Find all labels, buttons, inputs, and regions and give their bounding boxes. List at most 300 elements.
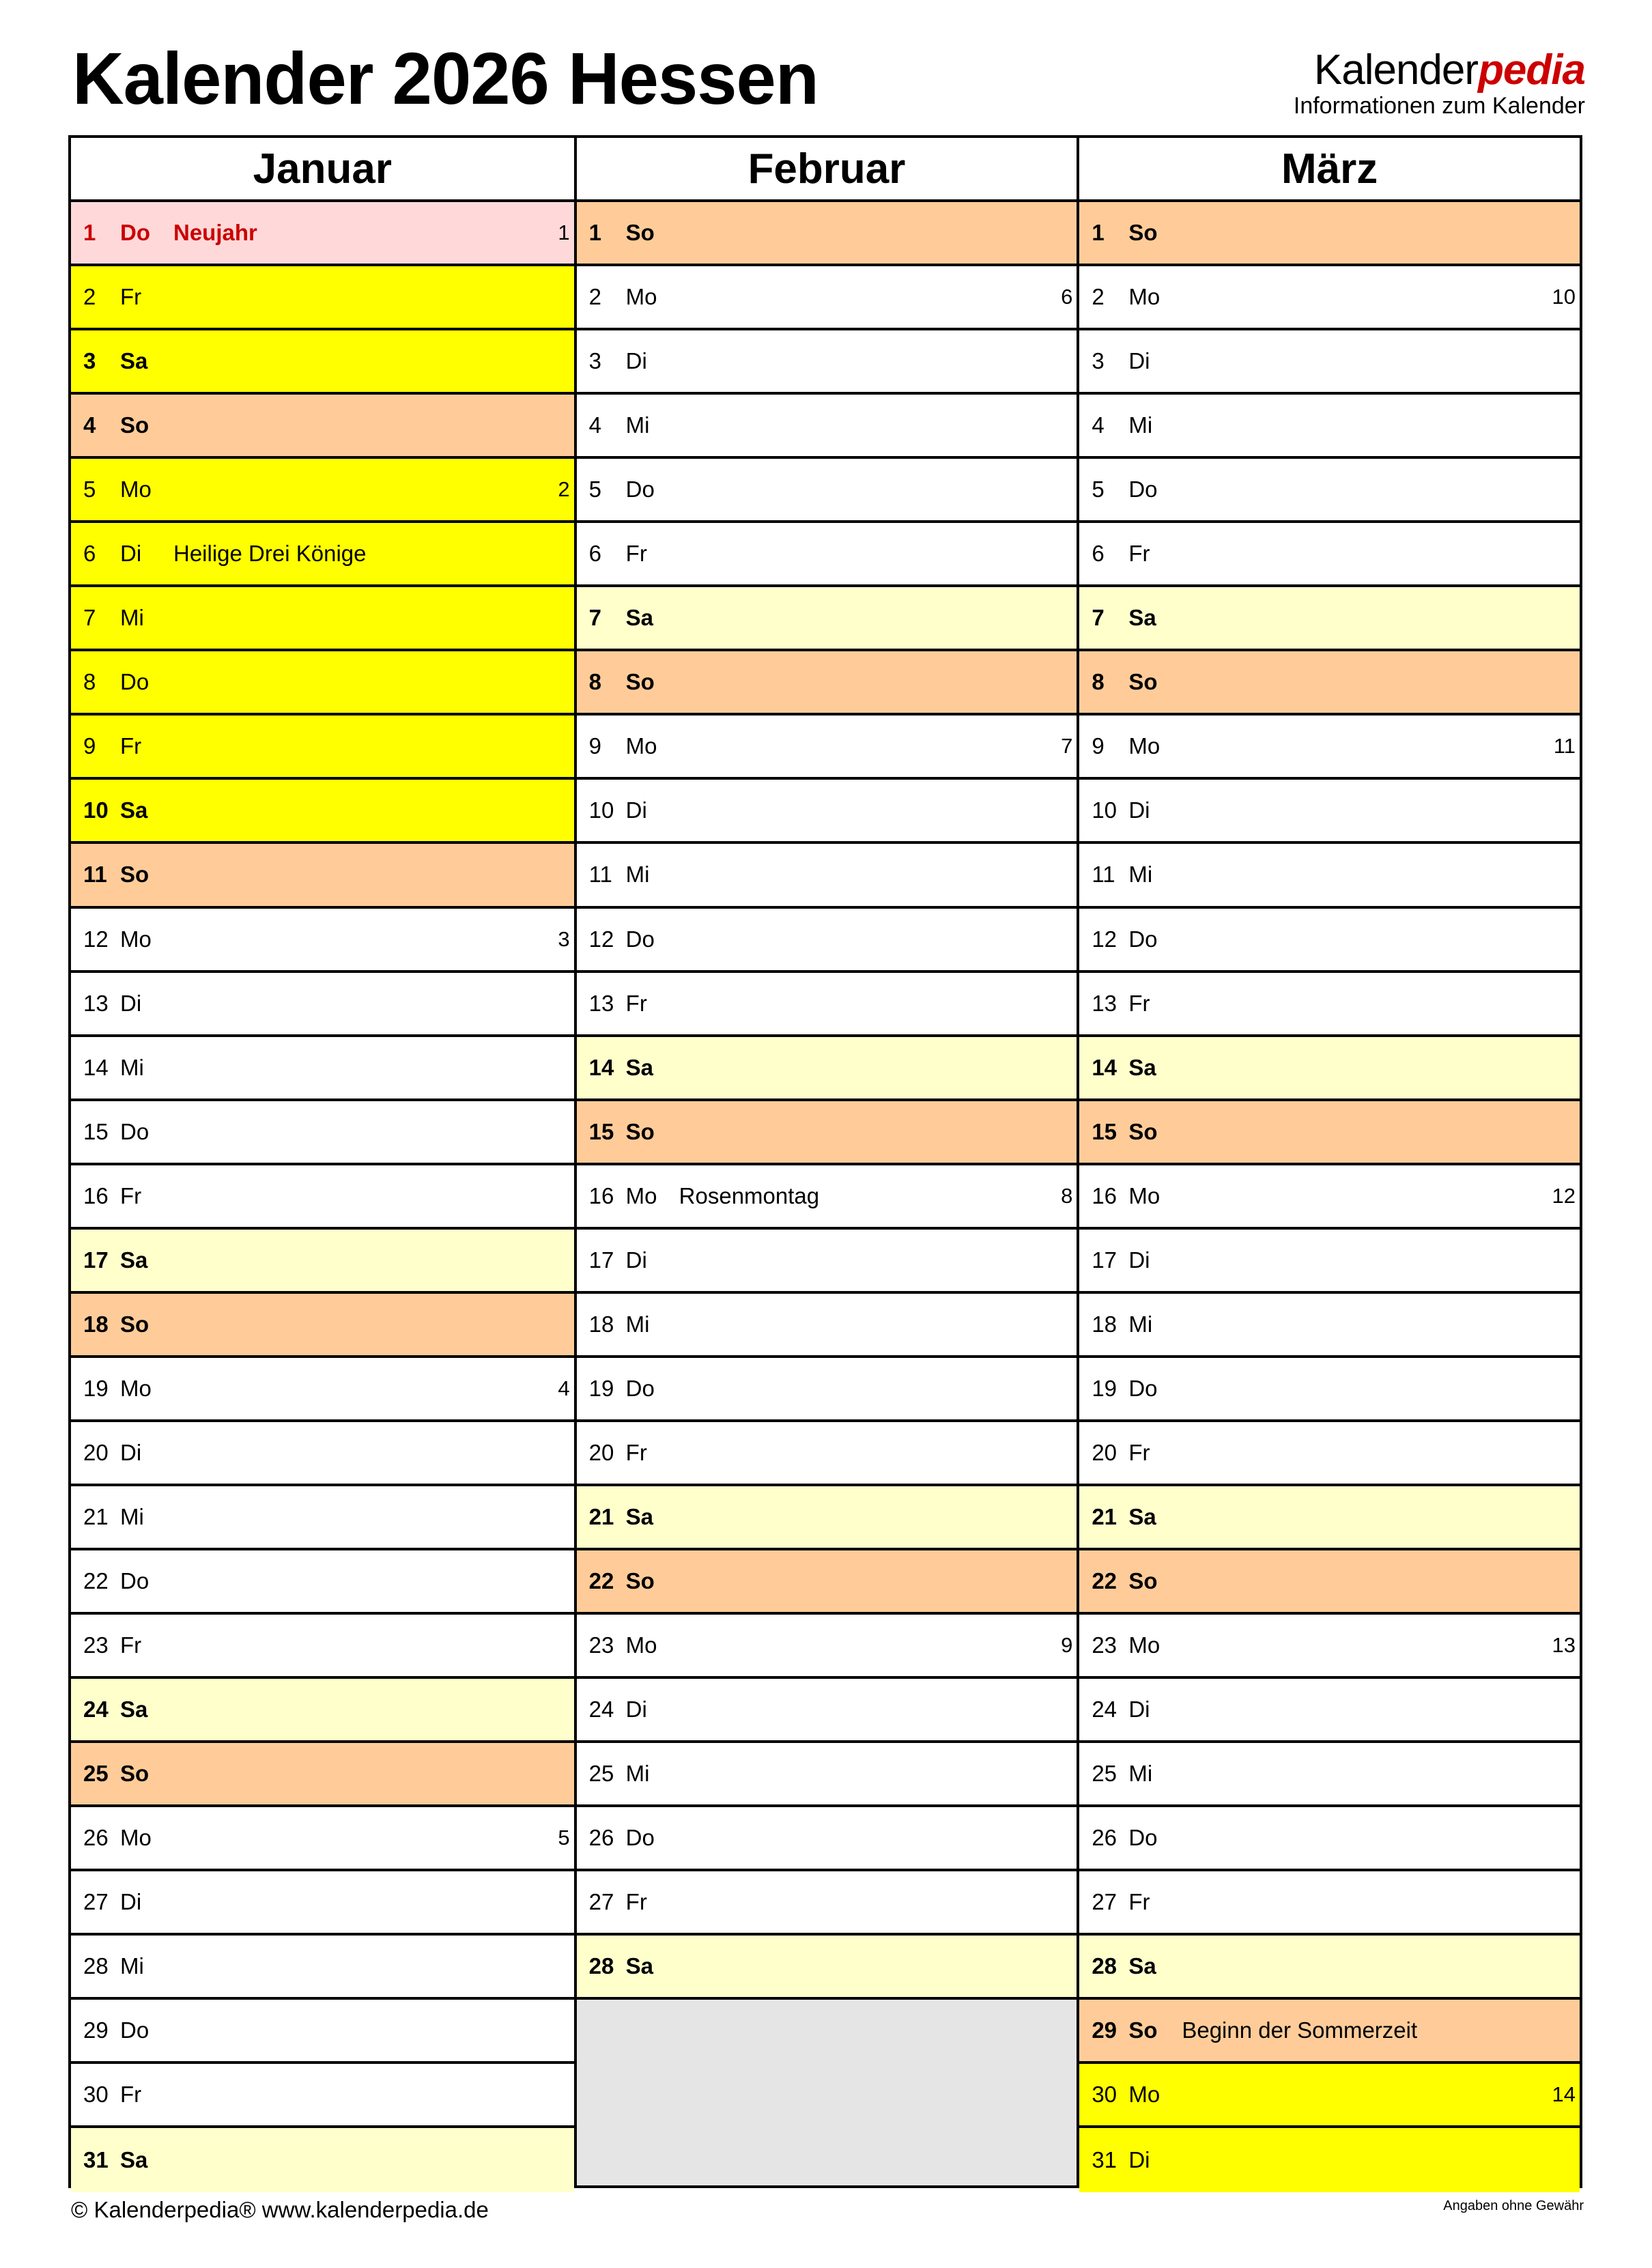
weekday-abbr: Fr <box>1128 990 1150 1016</box>
weekday-abbr: So <box>1128 1568 1158 1593</box>
day-number: 24 <box>588 1697 614 1723</box>
day-number: 14 <box>1092 1054 1117 1080</box>
week-number: 12 <box>1552 1183 1576 1208</box>
day-row[interactable] <box>71 202 574 266</box>
weekday-abbr: Mo <box>1128 1632 1160 1658</box>
day-row[interactable] <box>71 973 574 1037</box>
day-row[interactable] <box>1079 715 1580 780</box>
kalenderpedia-logo[interactable] <box>1294 48 1585 119</box>
weekday-abbr: Sa <box>120 797 148 823</box>
day-row[interactable] <box>71 1936 574 2000</box>
day-row[interactable] <box>1079 1679 1580 1743</box>
day-row[interactable] <box>577 1679 1077 1743</box>
day-row[interactable] <box>577 1101 1077 1165</box>
weekday-abbr: Mo <box>625 284 657 310</box>
day-row[interactable] <box>71 1550 574 1615</box>
weekday-abbr: Sa <box>1128 1503 1156 1529</box>
weekday-abbr: Di <box>120 1439 142 1465</box>
month-column-maerz <box>1077 138 1580 2185</box>
week-number: 14 <box>1552 2082 1576 2107</box>
day-number: 3 <box>588 348 602 374</box>
weekday-abbr: So <box>120 862 149 888</box>
day-row[interactable] <box>577 909 1077 973</box>
day-row[interactable] <box>1079 1165 1580 1230</box>
day-row[interactable] <box>71 1037 574 1101</box>
day-number: 30 <box>1092 2082 1117 2108</box>
day-row[interactable] <box>1079 1871 1580 1936</box>
day-row[interactable] <box>71 1230 574 1294</box>
footer-copyright: © Kalenderpedia® www.kalenderpedia.de <box>71 2197 489 2222</box>
day-number: 15 <box>1092 1118 1117 1144</box>
day-number: 19 <box>1092 1375 1117 1401</box>
month-header: Januar <box>71 138 574 202</box>
day-number: 5 <box>588 477 602 502</box>
weekday-abbr: Fr <box>1128 1889 1150 1915</box>
day-row[interactable] <box>577 1165 1077 1230</box>
day-number: 2 <box>83 284 96 310</box>
month-header: Februar <box>577 138 1077 202</box>
day-row[interactable] <box>577 1294 1077 1358</box>
day-number: 6 <box>588 541 602 567</box>
weekday-abbr: Mi <box>625 412 650 438</box>
day-row[interactable] <box>577 651 1077 715</box>
day-number: 20 <box>83 1439 109 1465</box>
month-column-februar <box>574 138 1077 2185</box>
day-row[interactable] <box>1079 395 1580 459</box>
weekday-abbr: Fr <box>120 1632 142 1658</box>
day-row[interactable] <box>1079 459 1580 523</box>
day-number: 25 <box>1092 1761 1117 1787</box>
day-row[interactable] <box>577 1807 1077 1871</box>
day-row[interactable] <box>577 587 1077 651</box>
day-number: 23 <box>1092 1632 1117 1658</box>
day-number: 5 <box>83 477 96 502</box>
day-row[interactable] <box>1079 1230 1580 1294</box>
day-number: 16 <box>588 1182 614 1208</box>
week-number: 1 <box>558 221 570 245</box>
weekday-abbr: Di <box>1128 2147 1150 2173</box>
day-number: 22 <box>588 1568 614 1593</box>
weekday-abbr: Mo <box>120 1375 152 1401</box>
logo-wordmark <box>1294 48 1585 93</box>
day-number: 31 <box>1092 2147 1117 2173</box>
weekday-abbr: Di <box>625 1247 647 1273</box>
logo-main-text: Kalender <box>1313 46 1479 94</box>
day-number: 17 <box>588 1247 614 1273</box>
day-number: 13 <box>588 990 614 1016</box>
day-number: 10 <box>588 797 614 823</box>
day-number: 4 <box>83 412 96 438</box>
day-row[interactable] <box>71 2128 574 2192</box>
calendar-grid <box>68 135 1582 2188</box>
day-row[interactable] <box>1079 780 1580 844</box>
day-row[interactable] <box>577 844 1077 908</box>
day-row[interactable] <box>1079 2064 1580 2128</box>
day-row[interactable] <box>71 1422 574 1486</box>
weekday-abbr: Sa <box>1128 1953 1156 1979</box>
day-row[interactable] <box>71 395 574 459</box>
day-row[interactable] <box>71 1165 574 1230</box>
weekday-abbr: Do <box>120 1568 149 1593</box>
weekday-abbr: Fr <box>625 541 647 567</box>
day-number: 3 <box>83 348 96 374</box>
day-number: 2 <box>1092 284 1105 310</box>
day-number: 18 <box>1092 1311 1117 1337</box>
day-row[interactable] <box>71 1615 574 1679</box>
weekday-abbr: Do <box>1128 1825 1158 1851</box>
day-row[interactable] <box>1079 2000 1580 2064</box>
day-row[interactable] <box>577 459 1077 523</box>
weekday-abbr: Di <box>120 990 142 1016</box>
weekday-abbr: Di <box>625 348 647 374</box>
weekday-abbr: Do <box>120 220 150 246</box>
weekday-abbr: Do <box>625 1825 655 1851</box>
day-row[interactable] <box>577 1871 1077 1936</box>
weekday-abbr: Sa <box>120 348 148 374</box>
day-row[interactable] <box>71 1486 574 1550</box>
day-row[interactable] <box>577 523 1077 587</box>
day-number: 17 <box>83 1247 109 1273</box>
weekday-abbr: So <box>120 1311 149 1337</box>
day-row[interactable] <box>577 1743 1077 1807</box>
day-number: 19 <box>588 1375 614 1401</box>
day-row[interactable] <box>577 1615 1077 1679</box>
day-number: 24 <box>1092 1697 1117 1723</box>
weekday-abbr: Mi <box>625 1761 650 1787</box>
day-row[interactable] <box>71 523 574 587</box>
day-number: 1 <box>588 220 602 246</box>
day-number: 3 <box>1092 348 1105 374</box>
weekday-abbr: Fr <box>120 1182 142 1208</box>
day-row[interactable] <box>1079 1358 1580 1422</box>
day-number: 2 <box>588 284 602 310</box>
day-number: 5 <box>1092 477 1105 502</box>
day-number: 18 <box>83 1311 109 1337</box>
day-number: 13 <box>1092 990 1117 1016</box>
day-number: 21 <box>1092 1503 1117 1529</box>
day-row[interactable] <box>1079 587 1580 651</box>
day-row[interactable] <box>71 2064 574 2128</box>
day-number: 11 <box>1092 862 1115 888</box>
day-number: 19 <box>83 1375 109 1401</box>
day-row[interactable] <box>577 1230 1077 1294</box>
weekday-abbr: So <box>625 1118 655 1144</box>
day-number: 27 <box>83 1889 109 1915</box>
weekday-abbr: Do <box>625 477 655 502</box>
weekday-abbr: So <box>120 412 149 438</box>
weekday-abbr: Sa <box>625 605 654 631</box>
weekday-abbr: Di <box>625 797 647 823</box>
weekday-abbr: Mo <box>625 1632 657 1658</box>
day-row[interactable] <box>577 202 1077 266</box>
weekday-abbr: Fr <box>625 1439 647 1465</box>
weekday-abbr: Mi <box>625 862 650 888</box>
weekday-abbr: Mo <box>625 733 657 759</box>
weekday-abbr: Mi <box>1128 1311 1153 1337</box>
weekday-abbr: So <box>120 1761 149 1787</box>
week-number: 5 <box>558 1826 570 1850</box>
week-number: 7 <box>1061 734 1073 759</box>
weekday-abbr: Mo <box>1128 2082 1160 2108</box>
weekday-abbr: Fr <box>120 284 142 310</box>
weekday-abbr: Sa <box>120 1697 148 1723</box>
day-row[interactable] <box>1079 1486 1580 1550</box>
day-row[interactable] <box>71 1294 574 1358</box>
day-number: 20 <box>588 1439 614 1465</box>
day-row[interactable] <box>577 973 1077 1037</box>
weekday-abbr: Mi <box>120 605 144 631</box>
weekday-abbr: Do <box>1128 1375 1158 1401</box>
day-row[interactable] <box>577 1486 1077 1550</box>
day-number: 27 <box>588 1889 614 1915</box>
day-row[interactable] <box>1079 1422 1580 1486</box>
day-number: 21 <box>83 1503 109 1529</box>
weekday-abbr: Fr <box>625 990 647 1016</box>
day-row[interactable] <box>1079 844 1580 908</box>
day-row[interactable] <box>1079 1807 1580 1871</box>
weekday-abbr: So <box>1128 220 1158 246</box>
day-number: 25 <box>588 1761 614 1787</box>
weekday-abbr: Mo <box>1128 284 1160 310</box>
event-label: Heilige Drei Könige <box>173 541 367 567</box>
day-row[interactable] <box>577 395 1077 459</box>
day-number: 23 <box>83 1632 109 1658</box>
day-number: 15 <box>83 1118 109 1144</box>
day-number: 9 <box>588 733 602 759</box>
weekday-abbr: Di <box>1128 1247 1150 1273</box>
day-number: 26 <box>588 1825 614 1851</box>
week-number: 9 <box>1061 1633 1073 1658</box>
day-row[interactable] <box>71 651 574 715</box>
weekday-abbr: Mi <box>1128 862 1153 888</box>
day-number: 6 <box>1092 541 1105 567</box>
day-row[interactable] <box>71 266 574 330</box>
weekday-abbr: So <box>1128 1118 1158 1144</box>
weekday-abbr: So <box>1128 2017 1158 2043</box>
day-number: 11 <box>83 862 107 888</box>
weekday-abbr: Fr <box>1128 1439 1150 1465</box>
day-number: 12 <box>1092 926 1117 952</box>
day-row[interactable] <box>1079 1294 1580 1358</box>
day-number: 26 <box>1092 1825 1117 1851</box>
day-number: 9 <box>1092 733 1105 759</box>
day-number: 13 <box>83 990 109 1016</box>
day-number: 1 <box>1092 220 1105 246</box>
day-number: 28 <box>1092 1953 1117 1979</box>
empty-days-filler <box>577 2000 1077 2185</box>
logo-accent-text: pedia <box>1478 46 1585 94</box>
day-row[interactable] <box>71 459 574 523</box>
day-row[interactable] <box>71 780 574 844</box>
week-number: 13 <box>1552 1633 1576 1658</box>
day-row[interactable] <box>1079 1550 1580 1615</box>
day-row[interactable] <box>1079 1037 1580 1101</box>
event-label: Neujahr <box>173 220 257 246</box>
day-row[interactable] <box>577 266 1077 330</box>
day-number: 8 <box>83 669 96 695</box>
weekday-abbr: Mo <box>625 1182 657 1208</box>
day-row[interactable] <box>577 1422 1077 1486</box>
day-number: 7 <box>1092 605 1105 631</box>
day-row[interactable] <box>71 587 574 651</box>
day-row[interactable] <box>71 1101 574 1165</box>
weekday-abbr: Mo <box>1128 1182 1160 1208</box>
day-number: 14 <box>83 1054 109 1080</box>
day-row[interactable] <box>577 780 1077 844</box>
day-number: 1 <box>83 220 96 246</box>
month-header: März <box>1079 138 1580 202</box>
week-number: 2 <box>558 477 570 502</box>
weekday-abbr: Mi <box>1128 412 1153 438</box>
week-number: 10 <box>1552 285 1576 309</box>
day-row[interactable] <box>71 1871 574 1936</box>
weekday-abbr: Mi <box>120 1054 144 1080</box>
day-number: 28 <box>83 1953 109 1979</box>
logo-tagline: Informationen zum Kalender <box>1293 93 1585 119</box>
weekday-abbr: So <box>625 669 655 695</box>
weekday-abbr: Mi <box>120 1953 144 1979</box>
day-number: 4 <box>1092 412 1105 438</box>
day-row[interactable] <box>1079 973 1580 1037</box>
month-column-januar <box>71 138 574 2185</box>
day-row[interactable] <box>71 1679 574 1743</box>
weekday-abbr: Do <box>625 926 655 952</box>
weekday-abbr: Mi <box>1128 1761 1153 1787</box>
week-number: 6 <box>1061 285 1073 309</box>
day-number: 26 <box>83 1825 109 1851</box>
weekday-abbr: Do <box>120 669 149 695</box>
day-number: 16 <box>1092 1182 1117 1208</box>
day-row[interactable] <box>577 1037 1077 1101</box>
day-row[interactable] <box>71 2000 574 2064</box>
day-number: 6 <box>83 541 96 567</box>
weekday-abbr: Di <box>1128 1697 1150 1723</box>
day-number: 16 <box>83 1182 109 1208</box>
weekday-abbr: Sa <box>120 1247 148 1273</box>
weekday-abbr: So <box>1128 669 1158 695</box>
day-number: 31 <box>83 2147 109 2173</box>
day-number: 10 <box>1092 797 1117 823</box>
day-row[interactable] <box>71 1743 574 1807</box>
day-row[interactable] <box>1079 330 1580 395</box>
weekday-abbr: So <box>625 220 655 246</box>
weekday-abbr: Mo <box>120 926 152 952</box>
weekday-abbr: Do <box>1128 926 1158 952</box>
day-row[interactable] <box>1079 202 1580 266</box>
event-label: Beginn der Sommerzeit <box>1182 2017 1418 2043</box>
week-number: 3 <box>558 926 570 951</box>
day-number: 24 <box>83 1697 109 1723</box>
day-row[interactable] <box>71 1807 574 1871</box>
day-number: 22 <box>1092 1568 1117 1593</box>
weekday-abbr: Fr <box>625 1889 647 1915</box>
day-row[interactable] <box>1079 909 1580 973</box>
day-row[interactable] <box>577 330 1077 395</box>
day-number: 7 <box>83 605 96 631</box>
day-number: 4 <box>588 412 602 438</box>
day-row[interactable] <box>1079 266 1580 330</box>
day-number: 27 <box>1092 1889 1117 1915</box>
weekday-abbr: Mo <box>120 477 152 502</box>
footer-disclaimer: Angaben ohne Gewähr <box>1443 2198 1584 2213</box>
weekday-abbr: Sa <box>625 1503 654 1529</box>
day-number: 9 <box>83 733 96 759</box>
weekday-abbr: Mi <box>625 1311 650 1337</box>
weekday-abbr: Sa <box>1128 1054 1156 1080</box>
weekday-abbr: Sa <box>120 2147 148 2173</box>
day-row[interactable] <box>1079 1101 1580 1165</box>
week-number: 11 <box>1553 734 1576 759</box>
day-row[interactable] <box>1079 1936 1580 2000</box>
day-row[interactable] <box>1079 523 1580 587</box>
day-number: 17 <box>1092 1247 1117 1273</box>
weekday-abbr: Sa <box>625 1953 654 1979</box>
weekday-abbr: Di <box>1128 797 1150 823</box>
day-row[interactable] <box>577 1550 1077 1615</box>
day-row[interactable] <box>71 844 574 908</box>
day-number: 22 <box>83 1568 109 1593</box>
event-label: Rosenmontag <box>679 1182 820 1208</box>
day-number: 29 <box>83 2017 109 2043</box>
weekday-abbr: Di <box>120 541 142 567</box>
day-number: 12 <box>83 926 109 952</box>
day-row[interactable] <box>1079 2128 1580 2192</box>
weekday-abbr: Di <box>625 1697 647 1723</box>
day-row[interactable] <box>71 330 574 395</box>
weekday-abbr: Fr <box>1128 541 1150 567</box>
weekday-abbr: Mo <box>1128 733 1160 759</box>
day-number: 12 <box>588 926 614 952</box>
weekday-abbr: Fr <box>120 2082 142 2108</box>
day-row[interactable] <box>1079 651 1580 715</box>
day-number: 21 <box>588 1503 614 1529</box>
day-number: 30 <box>83 2082 109 2108</box>
weekday-abbr: Sa <box>1128 605 1156 631</box>
day-row[interactable] <box>1079 1743 1580 1807</box>
weekday-abbr: Do <box>120 2017 149 2043</box>
weekday-abbr: Sa <box>625 1054 654 1080</box>
day-number: 8 <box>1092 669 1105 695</box>
day-number: 15 <box>588 1118 614 1144</box>
weekday-abbr: Do <box>120 1118 149 1144</box>
weekday-abbr: Di <box>120 1889 142 1915</box>
weekday-abbr: Di <box>1128 348 1150 374</box>
day-number: 18 <box>588 1311 614 1337</box>
day-number: 29 <box>1092 2017 1117 2043</box>
day-number: 25 <box>83 1761 109 1787</box>
page-title: Kalender 2026 Hessen <box>72 37 818 119</box>
weekday-abbr: Mo <box>120 1825 152 1851</box>
day-row[interactable] <box>71 1358 574 1422</box>
week-number: 8 <box>1061 1183 1073 1208</box>
day-number: 23 <box>588 1632 614 1658</box>
weekday-abbr: Do <box>625 1375 655 1401</box>
weekday-abbr: Do <box>1128 477 1158 502</box>
day-row[interactable] <box>1079 1615 1580 1679</box>
day-number: 20 <box>1092 1439 1117 1465</box>
day-number: 14 <box>588 1054 614 1080</box>
day-row[interactable] <box>71 715 574 780</box>
day-row[interactable] <box>577 1936 1077 2000</box>
day-row[interactable] <box>577 715 1077 780</box>
day-number: 7 <box>588 605 602 631</box>
day-row[interactable] <box>71 909 574 973</box>
day-number: 11 <box>588 862 612 888</box>
weekday-abbr: Mi <box>120 1503 144 1529</box>
day-row[interactable] <box>577 1358 1077 1422</box>
weekday-abbr: So <box>625 1568 655 1593</box>
day-number: 28 <box>588 1953 614 1979</box>
